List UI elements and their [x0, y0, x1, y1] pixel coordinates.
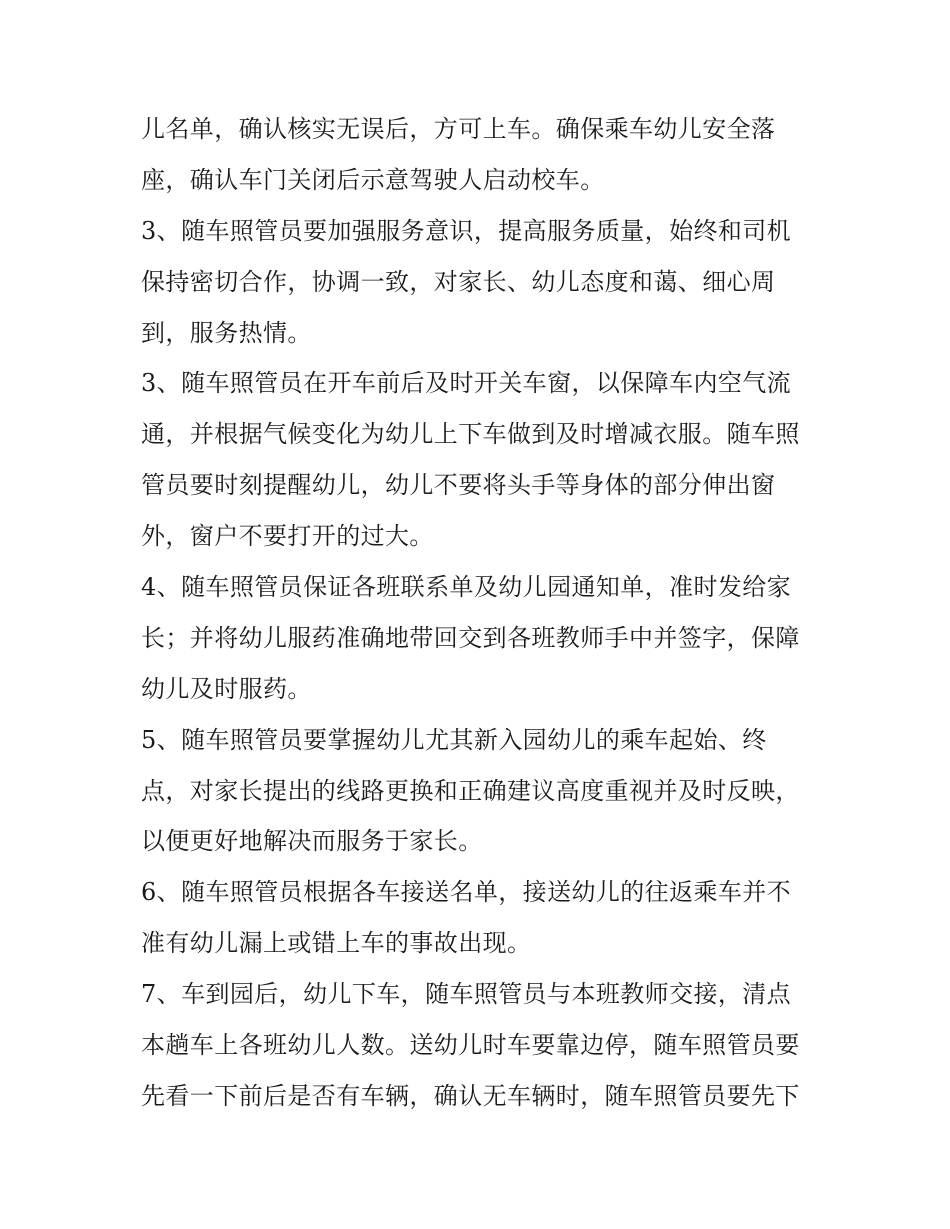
- text-line-4: 保持密切合作，协调一致，对家长、幼儿态度和蔼、细心周: [141, 267, 776, 296]
- text-line-12: 幼儿及时服药。: [141, 674, 312, 703]
- text-line-17: 准有幼儿漏上或错上车的事故出现。: [141, 929, 532, 958]
- text-line-2: 座，确认车门关闭后示意驾驶人启动校车。: [141, 165, 605, 194]
- text-line-16: 6、随车照管员根据各车接送名单，接送幼儿的往返乘车并不: [141, 878, 792, 907]
- text-line-18: 7、车到园后，幼儿下车，随车照管员与本班教师交接，清点: [141, 980, 792, 1009]
- text-line-15: 以便更好地解决而服务于家长。: [141, 827, 483, 856]
- text-line-8: 管员要时刻提醒幼儿，幼儿不要将头手等身体的部分伸出窗: [141, 471, 776, 500]
- text-line-19: 本趟车上各班幼儿人数。送幼儿时车要靠边停，随车照管员要: [141, 1031, 800, 1060]
- text-line-10: 4、随车照管员保证各班联系单及幼儿园通知单，准时发给家: [141, 573, 792, 602]
- text-line-7: 通，并根据气候变化为幼儿上下车做到及时增减衣服。随车照: [141, 420, 800, 449]
- document-body: [141, 104, 821, 1122]
- text-line-14: 点，对家长提出的线路更换和正确建议高度重视并及时反映，: [141, 776, 800, 805]
- text-line-20: 先看一下前后是否有车辆，确认无车辆时，随车照管员要先下: [141, 1081, 800, 1110]
- text-line-1: 儿名单，确认核实无误后，方可上车。确保乘车幼儿安全落: [141, 115, 776, 143]
- text-line-6: 3、随车照管员在开车前后及时开关车窗，以保障车内空气流: [141, 369, 792, 398]
- text-line-5: 到，服务热情。: [141, 318, 312, 347]
- text-line-9: 外，窗户不要打开的过大。: [141, 522, 434, 551]
- text-line-13: 5、随车照管员要掌握幼儿尤其新入园幼儿的乘车起始、终: [141, 725, 767, 754]
- text-line-11: 长；并将幼儿服药准确地带回交到各班教师手中并签字，保障: [141, 623, 800, 652]
- text-line-3: 3、随车照管员要加强服务意识，提高服务质量，始终和司机: [141, 216, 792, 245]
